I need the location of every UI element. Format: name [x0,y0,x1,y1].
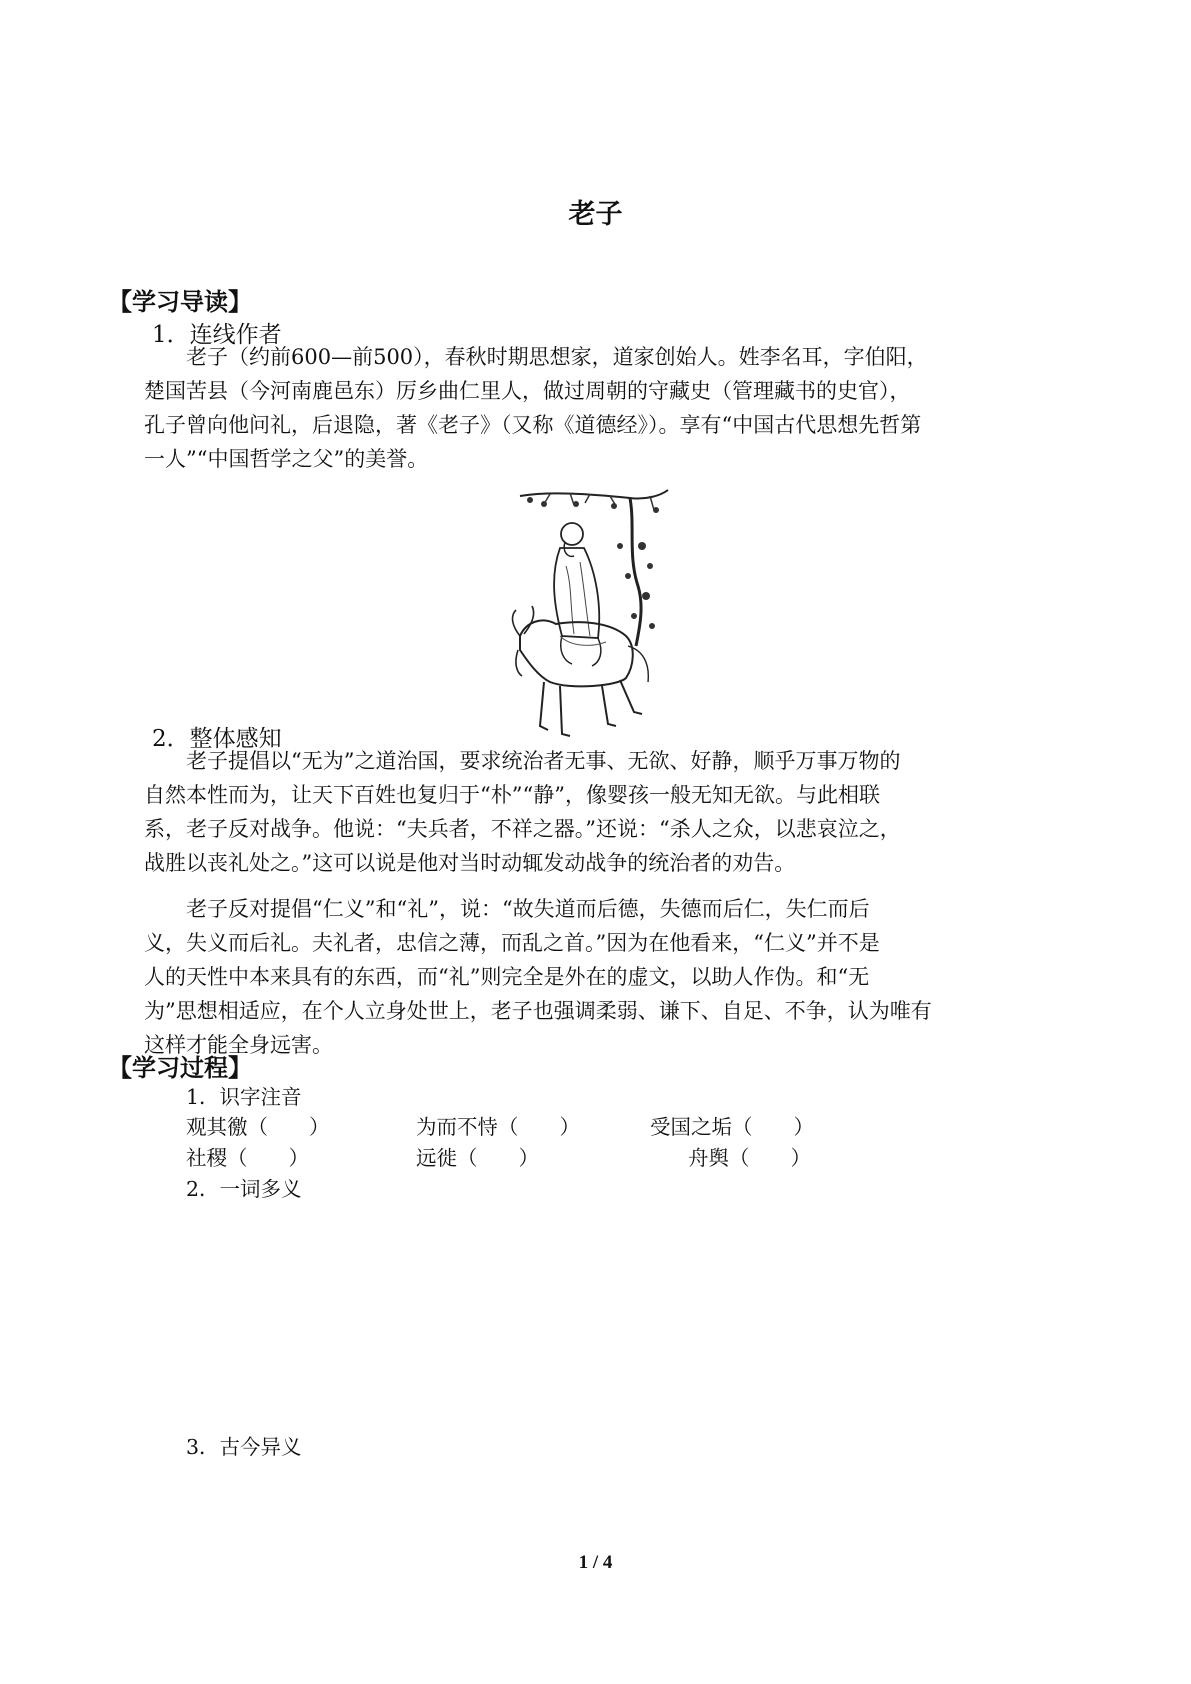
pinyin-word: 为而不恃（ ） [416,1115,580,1139]
pinyin-word: 远徙（ ） [416,1146,539,1170]
text-line: 义，失义而后礼。夫礼者，忠信之薄，而乱之首。”因为在他看来，“仁义”并不是 [144,931,880,955]
text-line: 老子反对提倡“仁义”和“礼”，说：“故失道而后德，失德而后仁，失仁而后 [186,897,870,921]
text-line: 战胜以丧礼处之。”这可以说是他对当时动辄发动战争的统治者的劝告。 [144,851,796,875]
author-intro-paragraph [144,340,1044,476]
text-line: 老子提倡以“无为”之道治国，要求统治者无事、无欲、好静，顺乎万事万物的 [186,749,901,773]
section-heading-guide: 【学习导读】 [108,288,252,316]
text-line: 老子（约前600—前500），春秋时期思想家，道家创始人。姓李名耳，字伯阳， [186,345,928,369]
pinyin-word: 舟舆（ ） [688,1146,811,1170]
text-line: 自然本性而为，让天下百姓也复归于“朴”“静”，像婴孩一般无知无欲。与此相联 [144,783,880,807]
overview-paragraph-2 [144,892,1044,1062]
pinyin-word: 受国之垢（ ） [650,1115,814,1139]
section-heading-process: 【学习过程】 [108,1054,252,1082]
text-line: 一人”“中国哲学之父”的美誉。 [144,447,429,471]
page-number: 1 / 4 [578,1552,613,1573]
text-line: 为”思想相适应，在个人立身处世上，老子也强调柔弱、谦下、自足、不争，认为唯有 [144,999,932,1023]
pinyin-word: 观其徼（ ） [186,1115,330,1139]
q2-heading: 2．一词多义 [186,1177,302,1201]
text-line: 孔子曾向他问礼，后退隐，著《老子》（又称《道德经》）。享有“中国古代思想先哲第 [144,413,922,437]
page-title: 老子 [568,199,623,230]
text-line: 楚国苦县（今河南鹿邑东）厉乡曲仁里人，做过周朝的守藏史（管理藏书的史官）， [144,379,911,403]
overview-paragraph-1 [144,744,1044,880]
item1-heading: 1．连线作者 [152,322,282,348]
q3-heading: 3．古今异义 [186,1435,302,1459]
text-line: 系，老子反对战争。他说：“夫兵者，不祥之器。”还说：“杀人之众，以悲哀泣之， [144,817,901,841]
q1-heading: 1．识字注音 [186,1085,302,1109]
laozi-on-ox-illustration [510,486,670,766]
pinyin-word: 社稷（ ） [186,1146,309,1170]
text-line: 这样才能全身远害。 [144,1033,333,1057]
item2-heading: 2．整体感知 [152,726,282,752]
text-line: 人的天性中本来具有的东西，而“礼”则完全是外在的虚文，以助人作伪。和“无 [144,965,870,989]
